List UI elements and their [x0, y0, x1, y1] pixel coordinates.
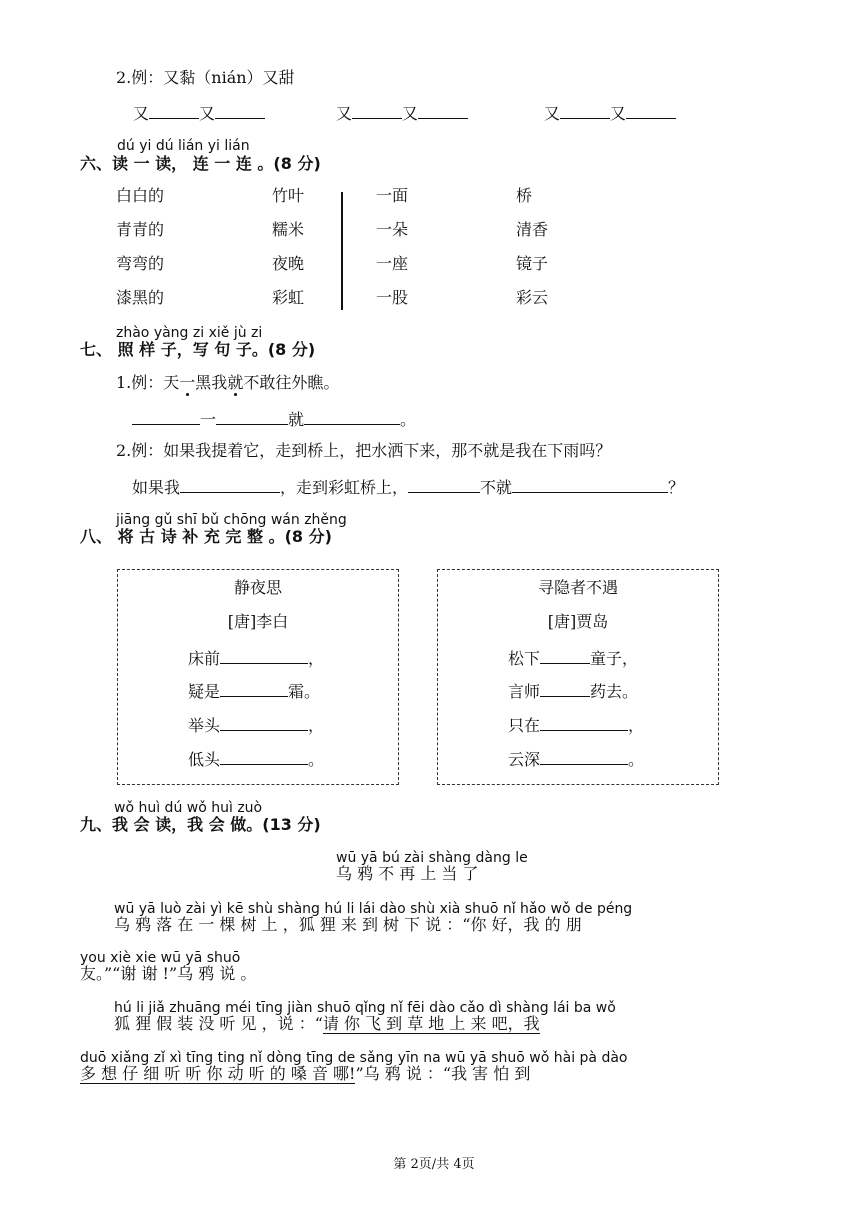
story-line: 多 想 仔 细 听 听 你 动 听 的 嗓 音 哪!”乌 鸦 说 ：“我 害 怕 到 [80, 1064, 531, 1083]
blank[interactable] [180, 476, 280, 493]
example-1: 1.例：天一黑我就不敢往外瞧。 [116, 373, 340, 392]
fill-row-you-you: 又 又 [336, 102, 468, 124]
section-8-title: 八、 将 古 诗 补 充 完 整 。(8 分) [80, 527, 332, 546]
blank[interactable] [540, 748, 628, 765]
poem-line: 低头 。 [188, 750, 325, 769]
match-item[interactable]: 彩云 [516, 288, 549, 307]
match-item[interactable]: 青青的 [116, 220, 165, 239]
poem-line: 举头 ， [188, 716, 325, 735]
blank[interactable] [215, 102, 265, 119]
poem-title: 静夜思 [233, 578, 282, 597]
blank[interactable] [352, 102, 402, 119]
section-6-pinyin: dú yi dú lián yi lián [117, 138, 250, 154]
blank[interactable] [540, 714, 628, 731]
match-item[interactable]: 白白的 [116, 186, 165, 205]
underlined-text: 请 你 飞 到 草 地 上 来 吧，我 [322, 1014, 540, 1033]
section-9-pinyin: wǒ huì dú wǒ huì zuò [114, 800, 263, 816]
fill-sentence-1: 一 就 。 [132, 408, 416, 430]
match-item[interactable]: 漆黑的 [116, 288, 165, 307]
match-item[interactable]: 夜晚 [272, 254, 305, 273]
fill-row-you-you: 又 又 [544, 102, 676, 124]
story-line: 乌 鸦 落 在 一 棵 树 上 ，狐 狸 来 到 树 下 说 ：“你 好，我 的 朋 [114, 915, 582, 934]
poem-line: 松下 童子， [508, 649, 639, 668]
blank[interactable] [408, 476, 480, 493]
match-item[interactable]: 弯弯的 [116, 254, 165, 273]
poem-author: [唐]贾岛 [547, 612, 609, 631]
match-divider [341, 192, 343, 310]
story-pinyin-line: you xiè xie wū yā shuō [80, 950, 241, 966]
blank[interactable] [418, 102, 468, 119]
poem-line: 床前 ， [188, 649, 325, 668]
story-line: 友。”“谢 谢 !”乌 鸦 说 。 [80, 964, 257, 983]
page-footer: 第 2页/共 4页 [393, 1157, 475, 1172]
match-item[interactable]: 彩虹 [272, 288, 305, 307]
blank[interactable] [216, 408, 288, 425]
fill-row-you-you: 又 又 [133, 102, 265, 124]
blank[interactable] [540, 647, 590, 664]
blank[interactable] [626, 102, 676, 119]
blank[interactable] [149, 102, 199, 119]
section-7-title: 七、 照 样 子，写 句 子。(8 分) [80, 340, 316, 359]
match-item[interactable]: 一朵 [376, 220, 409, 239]
underlined-text: 多 想 仔 细 听 听 你 动 听 的 嗓 音 哪! [80, 1064, 356, 1083]
story-title: 乌 鸦 不 再 上 当 了 [336, 864, 479, 883]
story-line: 狐 狸 假 装 没 听 见 ，说 ：“请 你 飞 到 草 地 上 来 吧，我 [114, 1014, 540, 1033]
story-pinyin-line: wū yā luò zài yì kē shù shàng hú li lái dào shù xià shuō nǐ hǎo wǒ de péng [114, 901, 633, 917]
blank[interactable] [560, 102, 610, 119]
section-8-pinyin: jiāng gǔ shī bǔ chōng wán zhěng [116, 512, 347, 528]
match-item[interactable]: 桥 [516, 186, 533, 205]
example-2: 2.例：又黏（nián）又甜 [116, 68, 295, 87]
poem-line: 云深 。 [508, 750, 645, 769]
section-9-title: 九、我 会 读，我 会 做。(13 分) [80, 815, 321, 834]
match-item[interactable]: 一面 [376, 186, 409, 205]
poem-line: 言师 药去。 [508, 682, 639, 701]
blank[interactable] [132, 408, 200, 425]
poem-title: 寻隐者不遇 [537, 578, 618, 597]
match-item[interactable]: 竹叶 [272, 186, 305, 205]
section-6-title: 六、读 一 读， 连 一 连 。(8 分) [80, 154, 321, 173]
story-pinyin-line: duō xiǎng zǐ xì tīng ting nǐ dòng tīng de sǎng yīn na wū yā shuō wǒ hài pà dào [80, 1050, 628, 1066]
poem-author: [唐]李白 [227, 612, 289, 631]
poem-line: 疑是 霜。 [188, 682, 321, 701]
fill-sentence-2: 如果我 ，走到彩虹桥上， 不就 ？ [132, 478, 685, 497]
story-pinyin-line: hú li jiǎ zhuāng méi tīng jiàn shuō qǐng nǐ fēi dào cǎo dì shàng lái ba wǒ [114, 1000, 616, 1016]
blank[interactable] [540, 680, 590, 697]
example-2: 2.例：如果我提着它，走到桥上，把水洒下来，那不就是我在下雨吗？ [116, 441, 612, 460]
story-title-pinyin: wū yā bú zài shàng dàng le [336, 850, 528, 866]
blank[interactable] [220, 714, 308, 731]
blank[interactable] [220, 680, 288, 697]
match-item[interactable]: 一座 [376, 254, 409, 273]
blank[interactable] [304, 408, 400, 425]
section-7-pinyin: zhào yàng zi xiě jù zi [116, 325, 263, 341]
poem-line: 只在 ， [508, 716, 645, 735]
match-item[interactable]: 糯米 [272, 220, 305, 239]
blank[interactable] [220, 748, 308, 765]
match-item[interactable]: 镜子 [516, 254, 549, 273]
match-item[interactable]: 一股 [376, 288, 409, 307]
blank[interactable] [220, 647, 308, 664]
match-item[interactable]: 清香 [516, 220, 549, 239]
blank[interactable] [512, 476, 668, 493]
